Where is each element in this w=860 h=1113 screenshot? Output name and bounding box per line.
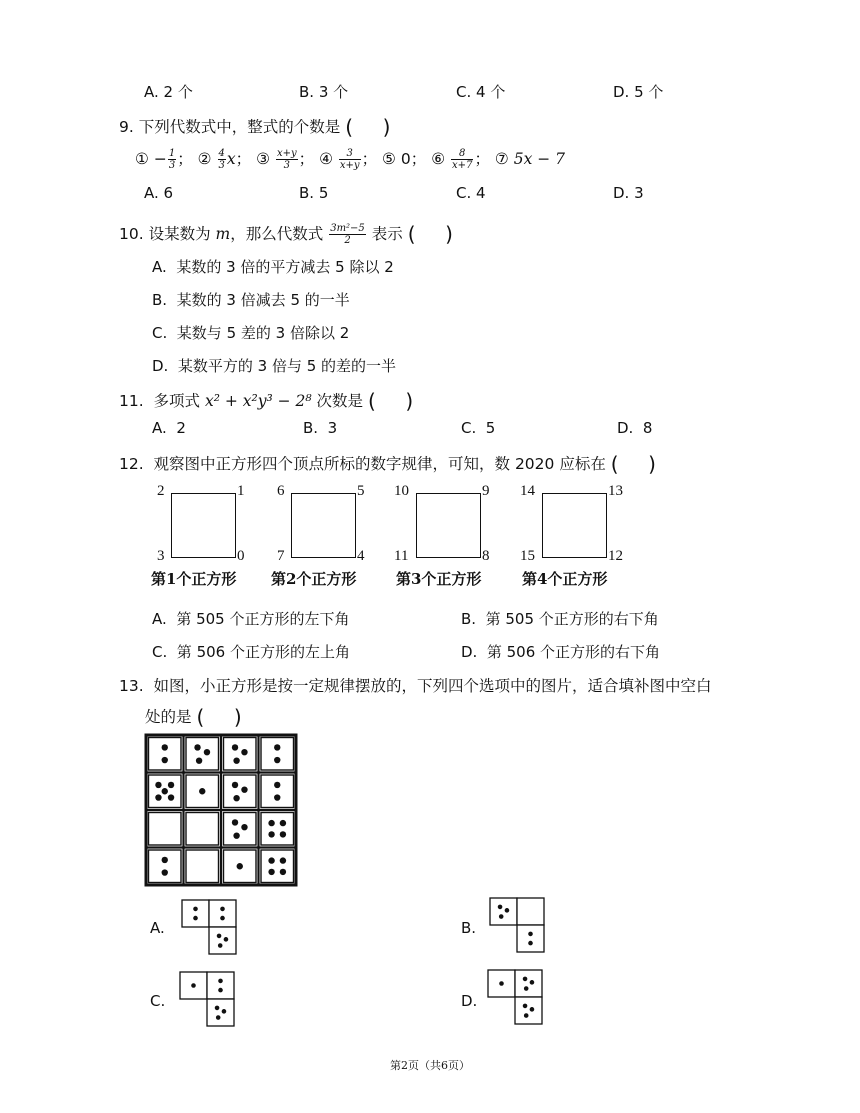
q13-grid-cell xyxy=(224,775,257,808)
q13-dot xyxy=(232,782,238,788)
q13-option-d-cell-dot xyxy=(530,980,535,985)
q13-dot xyxy=(233,832,239,838)
q13-option-a-cell-dot xyxy=(224,937,229,942)
q13-dot xyxy=(162,869,168,875)
q13-option-a-cell xyxy=(182,900,209,927)
q13-grid-cell xyxy=(186,813,219,846)
q13-option-c-cell-dot xyxy=(191,983,196,988)
q13-dot xyxy=(274,782,280,788)
q9-option-c: C. 4 xyxy=(456,184,486,202)
q12-option-a: A. 第 505 个正方形的左下角 xyxy=(152,610,350,628)
q13-option-d-cell-dot xyxy=(524,1013,529,1018)
q11-stem: 11. 多项式 x² + x²y³ − 2⁸ 次数是 ( ) xyxy=(119,389,414,413)
q13-dot xyxy=(168,794,174,800)
q13-dot xyxy=(155,794,161,800)
q12-square-1-vertex-bl: 3 xyxy=(157,548,165,564)
q13-option-b-cell xyxy=(517,898,544,925)
q12-square-3-caption: 第3个正方形 xyxy=(396,570,482,588)
q9-stem: 9. 下列代数式中，整式的个数是 ( ) xyxy=(119,115,391,139)
q13-dot xyxy=(162,788,168,794)
q13-option-c-cell-dot xyxy=(218,988,223,993)
q13-dot xyxy=(241,824,247,830)
q12-stem: 12. 观察图中正方形四个顶点所标的数字规律，可知，数 2020 应标在 ( ) xyxy=(119,452,656,476)
q13-dot xyxy=(155,782,161,788)
q13-dot xyxy=(268,831,274,837)
q13-option-b-label: B. xyxy=(461,919,477,937)
q8-option-a: A. 2 个 xyxy=(144,83,193,101)
q13-dot xyxy=(199,788,205,794)
q13-option-c-cell-dot xyxy=(215,1006,220,1011)
q13-option-b-cell xyxy=(490,898,517,925)
q12-square-3-vertex-br: 8 xyxy=(482,548,490,564)
q13-dot xyxy=(241,749,247,755)
q13-option-a-cell xyxy=(209,927,236,954)
q12-square-2-vertex-bl: 7 xyxy=(277,548,285,564)
q13-dot xyxy=(237,863,243,869)
q13-dot xyxy=(274,757,280,763)
q13-option-c-cell xyxy=(207,999,234,1026)
q11-option-c: C. 5 xyxy=(461,419,496,437)
q13-grid-cell xyxy=(186,738,219,771)
q13-dot xyxy=(280,820,286,826)
q13-dot xyxy=(232,819,238,825)
q13-option-a-label: A. xyxy=(150,919,165,937)
q13-dot xyxy=(232,744,238,750)
q13-option-b-cell-dot xyxy=(499,914,504,919)
q13-option-c-label: C. xyxy=(150,992,166,1010)
q13-option-b-cell-dot xyxy=(498,905,503,910)
q13-dot xyxy=(162,744,168,750)
q13-dot xyxy=(241,786,247,792)
q11-option-d: D. 8 xyxy=(617,419,653,437)
q13-dot xyxy=(204,749,210,755)
q10-stem: 10. 设某数为 m，那么代数式 $\frac{\text{3m²−5}}{2}$ 表示 ( ) xyxy=(119,222,453,246)
q12-square-3-vertex-tl: 10 xyxy=(394,483,409,499)
q12-square-4-vertex-tr: 13 xyxy=(608,483,623,499)
q12-option-b: B. 第 505 个正方形的右下角 xyxy=(461,610,659,628)
q13-grid-cell xyxy=(261,813,294,846)
q13-option-d-cell xyxy=(515,997,542,1024)
q10-option-b: B. 某数的 3 倍减去 5 的一半 xyxy=(152,291,350,309)
q12-square-4-vertex-br: 12 xyxy=(608,548,623,564)
q13-dot xyxy=(280,831,286,837)
q10-option-d: D. 某数平方的 3 倍与 5 的差的一半 xyxy=(152,357,397,375)
q8-option-c: C. 4 个 xyxy=(456,83,506,101)
q8-option-b: B. 3 个 xyxy=(299,83,349,101)
q11-option-a: A. 2 xyxy=(152,419,186,437)
q13-option-a-cell-dot xyxy=(218,943,223,948)
q13-option-d-label: D. xyxy=(461,992,478,1010)
q13-dot xyxy=(196,757,202,763)
q13-option-b-cell-dot xyxy=(528,932,533,937)
q13-dot xyxy=(268,820,274,826)
q11-option-b: B. 3 xyxy=(303,419,338,437)
q9-option-d: D. 3 xyxy=(613,184,644,202)
q12-square-2-vertex-tr: 5 xyxy=(357,483,365,499)
q12-square-2-vertex-tl: 6 xyxy=(277,483,285,499)
q9-option-b: B. 5 xyxy=(299,184,329,202)
q13-dot xyxy=(233,757,239,763)
q13-option-b-cell-dot xyxy=(528,941,533,946)
q9-expression-list: ① − $\frac{1}{3}$ ； ② $\frac{4}{3}$ x； ③ $\frac{x+y}{3}$ ； ④ $\frac{3}{x+y}$ ； ⑤ 0； ⑥ $\frac{8}{x+7}$ ； ⑦ 5x − 7 xyxy=(135,148,566,171)
q13-grid-cell xyxy=(261,775,294,808)
q13-option-a-cell-dot xyxy=(220,916,225,921)
q13-dot xyxy=(280,857,286,863)
page-footer: 第2页（共6页） xyxy=(390,1059,470,1072)
q13-option-d-cell-dot xyxy=(530,1007,535,1012)
q13-grid-cell xyxy=(186,850,219,883)
q12-square-4-vertex-bl: 15 xyxy=(520,548,535,564)
q13-dot xyxy=(268,857,274,863)
q12-square-1-vertex-br: 0 xyxy=(237,548,245,564)
q13-dot xyxy=(268,869,274,875)
q13-option-b-cell xyxy=(517,925,544,952)
q12-option-d: D. 第 506 个正方形的右下角 xyxy=(461,643,661,661)
q13-dot xyxy=(274,794,280,800)
q10-option-a: A. 某数的 3 倍的平方减去 5 除以 2 xyxy=(152,258,394,276)
q13-dot xyxy=(274,744,280,750)
q12-square-1-vertex-tl: 2 xyxy=(157,483,165,499)
q13-dot xyxy=(168,782,174,788)
q13-grid-cell xyxy=(261,850,294,883)
q13-option-a-cell-dot xyxy=(193,907,198,912)
q13-option-d-cell-dot xyxy=(523,1004,528,1009)
q9-option-a: A. 6 xyxy=(144,184,174,202)
q13-option-a-cell xyxy=(209,900,236,927)
q13-grid-cell xyxy=(149,738,182,771)
q12-square-1-caption: 第1个正方形 xyxy=(151,570,237,588)
q13-grid-cell xyxy=(261,738,294,771)
q8-option-d: D. 5 个 xyxy=(613,83,664,101)
q12-square-3-vertex-tr: 9 xyxy=(482,483,490,499)
q12-square-2-vertex-br: 4 xyxy=(357,548,365,564)
q12-square-1-vertex-tr: 1 xyxy=(237,483,245,499)
q13-option-c-cell xyxy=(207,972,234,999)
q13-stem-line1: 13. 如图，小正方形是按一定规律摆放的，下列四个选项中的图片，适合填补图中空白 xyxy=(119,677,712,695)
q13-stem-line2: 处的是 ( ) xyxy=(145,705,242,729)
q13-option-b-cell-dot xyxy=(505,908,510,913)
q12-square-4-caption: 第4个正方形 xyxy=(522,570,608,588)
q13-option-d-cell-dot xyxy=(523,977,528,982)
q13-dot xyxy=(233,795,239,801)
q13-dot xyxy=(194,744,200,750)
q13-grid-cell xyxy=(224,738,257,771)
q13-option-d-cell-dot xyxy=(499,981,504,986)
q12-option-c: C. 第 506 个正方形的左上角 xyxy=(152,643,350,661)
q12-square-2-caption: 第2个正方形 xyxy=(271,570,357,588)
q13-grid-cell xyxy=(149,813,182,846)
q13-option-c-cell-dot xyxy=(222,1009,227,1014)
q13-dot xyxy=(162,757,168,763)
q13-option-d-cell-dot xyxy=(524,986,529,991)
q13-dot xyxy=(162,857,168,863)
q12-square-3-vertex-bl: 11 xyxy=(394,548,409,564)
q13-option-d-cell xyxy=(515,970,542,997)
q13-grid-cell xyxy=(149,850,182,883)
q13-option-c-cell-dot xyxy=(216,1015,221,1020)
q12-square-4-vertex-tl: 14 xyxy=(520,483,535,499)
q13-option-a-cell-dot xyxy=(217,934,222,939)
q13-option-a-cell-dot xyxy=(220,907,225,912)
q13-dot xyxy=(280,869,286,875)
q13-option-c-cell-dot xyxy=(218,979,223,984)
q10-option-c: C. 某数与 5 差的 3 倍除以 2 xyxy=(152,324,350,342)
q13-grid-cell xyxy=(224,813,257,846)
q13-option-a-cell-dot xyxy=(193,916,198,921)
